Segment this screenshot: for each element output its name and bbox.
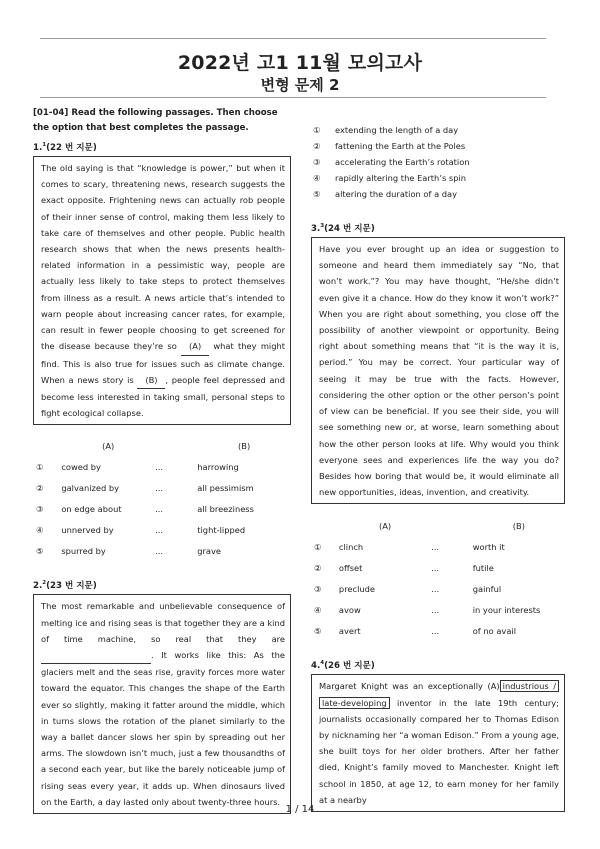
q1-option-3[interactable] xyxy=(33,498,291,519)
top-rule xyxy=(40,38,546,39)
option-b: grave xyxy=(197,545,222,556)
option-a: avert xyxy=(338,625,361,636)
option-text: altering the duration of a day xyxy=(335,189,458,199)
q2-passage-part1: The most remarkable and unbelievable consequence of melting ice and rising seas is that together they are a kind of time machine, so real that they are xyxy=(41,601,285,644)
option-a: cowed by xyxy=(61,461,101,472)
option-text: extending the length of a day xyxy=(335,125,459,135)
q4-passage xyxy=(311,674,565,812)
option-number: ② xyxy=(314,562,322,573)
option-a: avow xyxy=(338,604,361,615)
option-separator: ... xyxy=(431,625,440,636)
q1-footnote: 1 xyxy=(42,142,47,148)
option-a: on edge about xyxy=(61,503,122,514)
question-3-header xyxy=(311,218,565,237)
option-number: ③ xyxy=(313,157,321,167)
option-b: all breeziness xyxy=(197,503,254,514)
q3-passage-text: Have you ever brought up an idea or suggestion to someone and heard them immediately say “No, that won’t work.”? You may have thought, “He/she didn’t even give it a chance. How do they know it won’t work?” When you are right about something, you close off the possibility of another viewpoint or opportunity. Being right about something means that “it is the way it is, period.” You may be correct. Your particular way of seeing it may be true with the facts. However, considering the other option or the other person’s point of view can be beneficial. If you see their side, you will see something new or, at worse, learn something about how the other person looks at life. Why would you think everyone sees and experiences life the way you do? Besides how boring that would be, it would eliminate all new opportunities, ideas, invention, and creativity. xyxy=(319,244,559,498)
q1-col-a-label: (A) xyxy=(102,440,115,451)
option-number: ② xyxy=(313,141,321,151)
option-number: ⑤ xyxy=(314,625,322,636)
left-column xyxy=(33,106,291,814)
q3-option-2[interactable] xyxy=(311,557,565,578)
q1-passage-part3: , people feel depressed and become less interested in taking small, personal steps to fight ecological collapse. xyxy=(41,374,286,419)
q1-passage-part1: The old saying is that “knowledge is power,” but when it comes to scary, threatening news, research suggests the exact opposite. Frightening news can actually rob people of their inner sense of control, making them less likely to take care of themselves and other people. Public health research shows that when the news presents health-related information in a pessimistic way, people are actually less likely to take steps to protect themselves from illness as a result. A news article that’s intended to warn people about increasing cancer rates, for example, can result in fewer people choosing to get screened for the disease because they’re so xyxy=(41,163,285,352)
page-number: 1 / 14 xyxy=(285,804,315,815)
option-number: ⑤ xyxy=(313,189,321,199)
option-number: ① xyxy=(313,125,321,135)
q1-source: (22 번 지문) xyxy=(46,142,97,153)
q3-source: (24 번 지문) xyxy=(324,223,375,234)
option-a: preclude xyxy=(338,583,376,594)
q4-choice-a1: industrious / xyxy=(500,680,559,692)
q1-option-1[interactable] xyxy=(33,456,291,477)
q1-options-header xyxy=(33,435,291,456)
q1-passage-part2: what they might find. This is also true for issues such as climate change. When a news story is xyxy=(41,341,286,385)
option-a: galvanized by xyxy=(61,482,120,493)
option-number: ② xyxy=(36,482,44,493)
q1-number: 1. xyxy=(33,142,43,153)
q1-option-2[interactable] xyxy=(33,477,291,498)
option-b: harrowing xyxy=(197,461,239,472)
option-separator: ... xyxy=(431,562,440,573)
q4-source: (26 번 지문) xyxy=(324,661,375,672)
q2-option-3[interactable] xyxy=(311,154,565,170)
option-b: worth it xyxy=(472,541,505,552)
option-separator: ... xyxy=(155,524,163,535)
q2-option-1[interactable] xyxy=(311,122,565,138)
q3-options xyxy=(311,515,565,641)
q2-blank xyxy=(41,647,151,664)
q1-col-b-label: (B) xyxy=(238,440,251,451)
option-separator: ... xyxy=(155,461,163,472)
option-number: ③ xyxy=(314,583,322,594)
option-text: accelerating the Earth’s rotation xyxy=(335,157,470,167)
option-b: of no avail xyxy=(472,625,517,636)
option-b: gainful xyxy=(472,583,502,594)
q3-col-a-label: (A) xyxy=(378,520,392,531)
option-separator: ... xyxy=(431,541,440,552)
q1-option-4[interactable] xyxy=(33,519,291,540)
q3-option-3[interactable] xyxy=(311,578,565,599)
option-a: unnerved by xyxy=(61,524,114,535)
q4-passage-part1: Margaret Knight was an exceptionally (A) xyxy=(319,681,500,692)
option-separator: ... xyxy=(155,503,163,514)
option-b: futile xyxy=(472,562,494,573)
q3-number: 3. xyxy=(311,223,321,234)
q2-source: (23 번 지문) xyxy=(46,581,97,592)
q1-blank-b: (B) xyxy=(137,372,165,389)
q3-col-b-label: (B) xyxy=(512,520,525,531)
q4-footnote: 4 xyxy=(320,660,325,667)
option-separator: ... xyxy=(155,482,163,493)
q2-passage-part2: . It works like this: As the glaciers melt and the seas rise, gravity forces more water toward the equator. This changes the shape of the Earth ever so slightly, making it fatter around the middle, which in turns slows the rotation of the planet similarly to the way a ballet dancer slows her spin by spreading out her arms. The slowdown isn’t much, just a few thousandths of a second each year, but like the barely noticeable jump of rising seas every year, it adds up. When dinosaurs lived on the Earth, a day lasted only about twenty-three hours. xyxy=(41,649,285,807)
q3-option-1[interactable] xyxy=(311,536,565,557)
option-number: ③ xyxy=(36,503,44,514)
option-number: ④ xyxy=(313,173,321,183)
q2-options xyxy=(311,122,565,202)
question-1-header xyxy=(33,137,291,156)
q3-option-5[interactable] xyxy=(311,620,565,641)
q1-passage xyxy=(33,156,291,425)
option-a: clinch xyxy=(338,541,364,552)
option-text: fattening the Earth at the Poles xyxy=(335,141,466,151)
option-b: all pessimism xyxy=(197,482,254,493)
q3-option-4[interactable] xyxy=(311,599,565,620)
question-4-header xyxy=(311,655,565,674)
page-subtitle: 변형 문제 2 xyxy=(260,76,340,94)
q4-passage-part2: inventor in the late 19th century; journalists occasionally compared her to Thomas Edison by nicknaming her “a woman Edison.” From a young age, she built toys for her older brothers. After her father died, Knight’s family moved to Manchester. Knight left school in 1850, at age 12, to earn money for her family at a nearby xyxy=(319,697,560,805)
option-number: ⑤ xyxy=(36,545,44,556)
option-number: ④ xyxy=(314,604,322,615)
option-a: spurred by xyxy=(61,545,106,556)
option-separator: ... xyxy=(431,604,440,615)
q2-footnote: 2 xyxy=(42,580,47,587)
option-number: ① xyxy=(314,541,322,552)
q2-number: 2. xyxy=(33,581,43,592)
option-number: ① xyxy=(36,461,44,472)
q3-footnote: 3 xyxy=(320,223,325,229)
option-b: in your interests xyxy=(472,604,541,615)
q2-option-4[interactable] xyxy=(311,170,565,186)
option-separator: ... xyxy=(431,583,440,594)
q2-option-5[interactable] xyxy=(311,186,565,202)
instructions: [01-04] Read the following passages. Then choose the option that best completes the passage. xyxy=(33,108,278,133)
q2-passage xyxy=(33,594,291,814)
q3-passage xyxy=(311,237,565,504)
option-a: offset xyxy=(338,562,363,573)
option-b: tight-lipped xyxy=(197,524,246,535)
header-rule xyxy=(40,97,546,98)
right-column xyxy=(311,122,565,812)
q4-choice-a2: late-developing xyxy=(319,697,390,709)
q1-blank-a: (A) xyxy=(181,338,209,355)
page-title: 2022년 고1 11월 모의고사 xyxy=(177,52,423,74)
question-2-header xyxy=(33,575,291,594)
q2-option-2[interactable] xyxy=(311,138,565,154)
option-separator: ... xyxy=(155,545,163,556)
option-number: ④ xyxy=(36,524,44,535)
q3-options-header xyxy=(311,515,565,536)
option-text: rapidly altering the Earth’s spin xyxy=(335,173,467,183)
q1-options xyxy=(33,435,291,561)
q1-option-5[interactable] xyxy=(33,540,291,561)
q4-number: 4. xyxy=(311,661,321,672)
